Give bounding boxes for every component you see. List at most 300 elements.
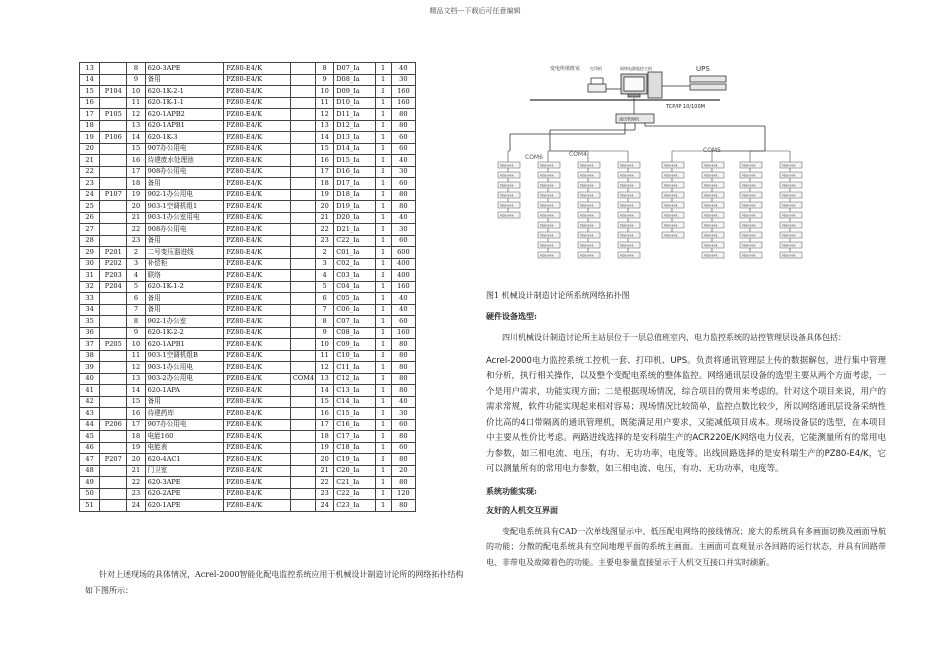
table-cell: 46 (80, 442, 100, 454)
meter-device-label: PZ80-E4/K (500, 174, 514, 178)
table-cell: 18 (80, 120, 100, 132)
table-cell: PZ80-E4/K (224, 166, 291, 178)
table-cell: 80 (391, 362, 415, 374)
table-cell: 10 (127, 339, 145, 351)
table-cell (290, 224, 315, 236)
table-row (80, 327, 416, 339)
table-cell: PZ80-E4/K (224, 385, 291, 397)
table-cell: 908办公用电 (145, 166, 224, 178)
table-cell: P206 (100, 419, 127, 431)
meter-device-label: PZ80-E4/K (540, 254, 554, 258)
table-cell: 60 (391, 316, 415, 328)
table-cell: 13 (127, 373, 145, 385)
table-row (80, 385, 416, 397)
table-cell (100, 373, 127, 385)
table-row (80, 500, 416, 512)
table-cell: C05_Ia (334, 293, 375, 305)
table-row (80, 189, 416, 201)
table-cell: 1 (375, 362, 391, 374)
table-cell: 9 (127, 74, 145, 86)
table-cell: C08_Ia (334, 327, 375, 339)
table-cell (290, 63, 315, 75)
table-cell: 8 (127, 63, 145, 75)
table-cell: PZ80-E4/K (224, 155, 291, 167)
meter-device-label: PZ80-E4/K (742, 224, 756, 228)
meter-device-label: PZ80-E4/K (540, 214, 554, 218)
table-cell: 1 (375, 442, 391, 454)
table-cell: 45 (80, 431, 100, 443)
table-cell (100, 178, 127, 190)
table-cell: 40 (391, 155, 415, 167)
table-cell: C07_Ia (334, 316, 375, 328)
table-cell (100, 385, 127, 397)
table-cell (290, 178, 315, 190)
table-cell: 21 (316, 212, 334, 224)
meter-device-label: PZ80-E4/K (540, 184, 554, 188)
table-cell: 电能表 (145, 442, 224, 454)
table-cell: 620-1K-1-2 (145, 281, 224, 293)
table-cell: PZ80-E4/K (224, 120, 291, 132)
table-cell: P207 (100, 454, 127, 466)
page-header: 精品文档---下载后可任意编辑 (429, 7, 521, 15)
table-cell: 1 (375, 488, 391, 500)
table-cell: 80 (391, 431, 415, 443)
table-row (80, 339, 416, 351)
table-cell: 二号变压器进线 (145, 247, 224, 259)
table-cell: 联络 (145, 270, 224, 282)
table-cell: 1 (375, 258, 391, 270)
table-cell: 1 (375, 178, 391, 190)
table-cell: 2 (127, 247, 145, 259)
meter-device-label: PZ80-E4/K (620, 194, 634, 198)
table-cell (290, 86, 315, 98)
table-cell: PZ80-E4/K (224, 362, 291, 374)
table-cell: 24 (316, 500, 334, 512)
table-cell: P107 (100, 189, 127, 201)
table-cell: 80 (391, 109, 415, 121)
table-cell (290, 477, 315, 489)
meter-device-label: PZ80-E4/K (580, 234, 594, 238)
table-cell: 1 (375, 431, 391, 443)
table-cell: D14_Ia (334, 143, 375, 155)
table-cell (100, 500, 127, 512)
meter-device-label: PZ80-E4/K (540, 224, 554, 228)
table-row (80, 201, 416, 213)
table-cell: PZ80-E4/K (224, 74, 291, 86)
table-cell (290, 143, 315, 155)
table-cell: 80 (391, 385, 415, 397)
table-cell: C10_Ia (334, 350, 375, 362)
table-cell: 1 (375, 454, 391, 466)
table-cell: P204 (100, 281, 127, 293)
table-cell: 1 (375, 109, 391, 121)
table-cell: 60 (391, 235, 415, 247)
meter-device-label: PZ80-E4/K (742, 254, 756, 258)
table-cell: 15 (127, 143, 145, 155)
table-cell: 80 (391, 500, 415, 512)
table-cell: 1 (375, 235, 391, 247)
figure-caption: 图1 机械设计制造讨论所系统网络拓扑图 (486, 291, 630, 300)
table-cell: 80 (391, 120, 415, 132)
paragraph-hmi: 变配电系统具有CAD一次单线图显示中、低压配电网络的接线情况；庞大的系统具有多画面切换及画面导航的功能；分散的配电系统具有空间地理平面的系统主画面。主画面可直观显示各回路的运行状态，并具有回路带电、非带电及故障着色的功能。主要电参量直接显示于人机交互接口并实时刷新。 (486, 526, 886, 567)
table-cell: 24 (127, 500, 145, 512)
meter-device-label: PZ80-E4/K (742, 234, 756, 238)
table-cell: 备用 (145, 235, 224, 247)
table-row (80, 293, 416, 305)
table-row (80, 247, 416, 259)
table-cell: 23 (316, 235, 334, 247)
table-cell (100, 362, 127, 374)
table-cell: 13 (316, 120, 334, 132)
table-cell: 21 (127, 465, 145, 477)
meter-device-label: PZ80-E4/K (782, 244, 796, 248)
table-cell (100, 488, 127, 500)
meter-device-label: PZ80-E4/K (664, 194, 678, 198)
table-cell: 备用 (145, 304, 224, 316)
meter-device-label: PZ80-E4/K (704, 234, 718, 238)
heading-function: 系统功能实现: (486, 485, 537, 496)
table-cell: 20 (127, 454, 145, 466)
table-cell: 400 (391, 258, 415, 270)
meter-device-label: PZ80-E4/K (580, 254, 594, 258)
table-cell: 1 (375, 293, 391, 305)
table-cell: 42 (80, 396, 100, 408)
table-cell (290, 235, 315, 247)
table-cell: 7 (316, 304, 334, 316)
table-cell: 17 (127, 166, 145, 178)
table-cell: 19 (127, 442, 145, 454)
table-cell: PZ80-E4/K (224, 408, 291, 420)
table-cell: 27 (80, 224, 100, 236)
table-cell: PZ80-E4/K (224, 258, 291, 270)
table-cell: PZ80-E4/K (224, 132, 291, 144)
table-cell: PZ80-E4/K (224, 500, 291, 512)
meter-device-label: PZ80-E4/K (500, 194, 514, 198)
table-cell: C15_Ia (334, 408, 375, 420)
table-cell: 1 (375, 500, 391, 512)
table-cell: D16_Ia (334, 166, 375, 178)
table-cell: 18 (316, 431, 334, 443)
table-cell: 160 (391, 97, 415, 109)
table-cell: 34 (80, 304, 100, 316)
meter-device-label: PZ80-E4/K (500, 184, 514, 188)
table-row (80, 258, 416, 270)
table-cell: C13_Ia (334, 385, 375, 397)
meter-device-label: PZ80-E4/K (742, 164, 756, 168)
meter-device-label: PZ80-E4/K (664, 184, 678, 188)
table-cell: 20 (316, 201, 334, 213)
table-cell (100, 212, 127, 224)
table-cell (100, 235, 127, 247)
meter-device-label: PZ80-E4/K (742, 244, 756, 248)
table-cell: 908办公用电 (145, 224, 224, 236)
table-cell: 60 (391, 419, 415, 431)
right-column (486, 290, 886, 578)
table-cell (290, 350, 315, 362)
table-cell: 17 (127, 419, 145, 431)
table-cell: 620-1K-2-1 (145, 86, 224, 98)
table-cell: 19 (316, 442, 334, 454)
meter-table-body (80, 63, 416, 512)
table-cell: 22 (316, 477, 334, 489)
computer-tower-icon (648, 72, 662, 98)
label-ups: UPS (696, 65, 710, 73)
meter-device-label: PZ80-E4/K (664, 204, 678, 208)
table-cell: 1 (375, 270, 391, 282)
table-cell: 620-2APE (145, 488, 224, 500)
table-cell: 3 (316, 258, 334, 270)
table-cell: 电能160 (145, 431, 224, 443)
table-row (80, 120, 416, 132)
table-cell: 11 (127, 97, 145, 109)
table-cell: 14 (316, 132, 334, 144)
table-cell: 22 (316, 224, 334, 236)
table-cell: 16 (127, 155, 145, 167)
table-cell: 620-3APE (145, 63, 224, 75)
table-cell: C04_Ia (334, 281, 375, 293)
table-cell: 160 (391, 327, 415, 339)
meter-device-label: PZ80-E4/K (782, 234, 796, 238)
table-cell: 903-1空调机组B (145, 350, 224, 362)
table-cell (100, 74, 127, 86)
table-cell: 13 (80, 63, 100, 75)
table-cell (290, 488, 315, 500)
table-cell: 47 (80, 454, 100, 466)
table-cell: 4 (316, 270, 334, 282)
table-cell: C22_Ia (334, 235, 375, 247)
heading-hmi: 友好的人机交互界面 (486, 504, 558, 515)
table-cell: 备用 (145, 74, 224, 86)
table-cell: 19 (127, 189, 145, 201)
meter-device-label: PZ80-E4/K (620, 164, 634, 168)
table-cell (100, 120, 127, 132)
table-cell: 1 (375, 224, 391, 236)
table-cell (100, 166, 127, 178)
table-cell (290, 281, 315, 293)
table-cell: PZ80-E4/K (224, 86, 291, 98)
meter-device-label: PZ80-E4/K (500, 204, 514, 208)
meter-device-label: PZ80-E4/K (500, 164, 514, 168)
table-cell: PZ80-E4/K (224, 293, 291, 305)
table-cell: 20 (80, 143, 100, 155)
table-row (80, 281, 416, 293)
table-row (80, 477, 416, 489)
table-cell (290, 339, 315, 351)
table-cell: C22_Ia (334, 488, 375, 500)
label-com6: COM6 (525, 154, 543, 161)
table-cell: PZ80-E4/K (224, 327, 291, 339)
table-cell: P205 (100, 339, 127, 351)
table-cell (100, 327, 127, 339)
left-caption-text: 针对上述现场的具体情况，Acrel-2000智能化配电监控系统应用于机械设计制造讨论所的网络拓扑结构如下图所示： (85, 570, 464, 595)
table-cell: COM4 (290, 373, 315, 385)
table-cell: C16_Ia (334, 419, 375, 431)
table-cell (290, 419, 315, 431)
table-cell: 13 (127, 120, 145, 132)
table-cell: 903-1办公用电 (145, 362, 224, 374)
table-cell: 15 (316, 396, 334, 408)
table-cell: 3 (127, 258, 145, 270)
table-cell: 20 (127, 201, 145, 213)
table-cell: 907办公用电 (145, 419, 224, 431)
table-cell: 902-1办公室 (145, 316, 224, 328)
table-cell (290, 109, 315, 121)
table-cell: 17 (316, 419, 334, 431)
table-cell: 14 (127, 385, 145, 397)
table-cell (290, 166, 315, 178)
table-cell: C02_Ia (334, 258, 375, 270)
meter-device-label: PZ80-E4/K (704, 194, 718, 198)
table-cell (290, 293, 315, 305)
network-topology-diagram (490, 56, 820, 278)
table-cell: PZ80-E4/K (224, 281, 291, 293)
table-cell: 903-1空调机组1 (145, 201, 224, 213)
table-row (80, 408, 416, 420)
table-cell: PZ80-E4/K (224, 350, 291, 362)
table-cell (290, 155, 315, 167)
table-cell: 620-1APB1 (145, 120, 224, 132)
table-cell (100, 316, 127, 328)
meter-device-label: PZ80-E4/K (782, 204, 796, 208)
table-cell: 待建废水处理池 (145, 155, 224, 167)
table-cell (290, 304, 315, 316)
table-cell: 26 (80, 212, 100, 224)
table-cell (100, 304, 127, 316)
table-cell: 28 (80, 235, 100, 247)
table-cell: 38 (80, 350, 100, 362)
table-cell: 620-1K-3 (145, 132, 224, 144)
table-cell: C20_Ia (334, 465, 375, 477)
heading-hardware: 硬件设备选型: (486, 311, 537, 321)
table-cell: 18 (316, 178, 334, 190)
table-cell: PZ80-E4/K (224, 247, 291, 259)
table-cell: C01_Ia (334, 247, 375, 259)
table-cell: D10_Ia (334, 97, 375, 109)
table-cell: D08_Ia (334, 74, 375, 86)
table-cell: 17 (80, 109, 100, 121)
table-cell: C11_Ia (334, 362, 375, 374)
table-cell (100, 465, 127, 477)
table-cell: 1 (375, 201, 391, 213)
table-row (80, 166, 416, 178)
paragraph-hardware-detail: Acrel-2000电力监控系统工控机一套、打印机、UPS。负责将通讯管理层上传的数据解包，进行集中管理和分析，执行相关操作，以及整个变配电系统的整体监控。网络通讯层设备的选型主要从两个方面考虑，一个是用户需求，功能实现方面；二是根据现场情况，综合项目的费用来考虑的。针对这个项目来说，用户的需求常规，软件功能实现起来相对容易；现场情况比较简单，监控点数比较少，所以网络通讯层设备采纳性价比高的4口带隔离的通讯管理机，既能满足用户要求，又能减低项目成本。现场设备层的选型，在本项目中主要从性价比考虑。两路进线选择的是安科瑞生产的ACR220E/K网络电力仪表，它能测量所有的常用电力参数，如三相电流、电压，有功、无功功率，电度等。出线回路选择的是安科瑞生产的PZ80-E4/K，它可以测量所有的常用电力参数，如三相电流、电压，有功、无功功率，电度等。 (486, 355, 886, 474)
table-cell: 1 (375, 396, 391, 408)
table-cell (100, 97, 127, 109)
meter-device-label: PZ80-E4/K (540, 194, 554, 198)
table-cell: 22 (80, 166, 100, 178)
table-cell (100, 63, 127, 75)
table-cell: D20_Ia (334, 212, 375, 224)
label-com4: COM4 (569, 151, 587, 158)
table-cell: 备用 (145, 396, 224, 408)
table-cell (290, 74, 315, 86)
table-cell: D18_Ia (334, 189, 375, 201)
table-row (80, 224, 416, 236)
meter-device-label: PZ80-E4/K (664, 234, 678, 238)
table-cell: PZ80-E4/K (224, 304, 291, 316)
table-cell (290, 120, 315, 132)
table-cell: 80 (391, 339, 415, 351)
table-cell: 25 (80, 201, 100, 213)
table-cell: 1 (375, 97, 391, 109)
table-cell: 120 (391, 488, 415, 500)
table-cell: 12 (127, 109, 145, 121)
table-cell: 23 (127, 488, 145, 500)
meter-device-label: PZ80-E4/K (620, 244, 634, 248)
table-cell: PZ80-E4/K (224, 442, 291, 454)
table-cell: PZ80-E4/K (224, 224, 291, 236)
table-cell: C21_Ia (334, 477, 375, 489)
left-caption (85, 567, 470, 599)
table-row (80, 362, 416, 374)
table-cell: 6 (316, 293, 334, 305)
table-cell: 1 (375, 465, 391, 477)
table-cell: 60 (391, 442, 415, 454)
table-cell: 80 (391, 373, 415, 385)
meter-device-label: PZ80-E4/K (664, 214, 678, 218)
meter-device-label: PZ80-E4/K (580, 224, 594, 228)
table-cell (100, 155, 127, 167)
meter-device-label: PZ80-E4/K (540, 164, 554, 168)
table-cell: 补偿柜 (145, 258, 224, 270)
table-cell: C18_Ia (334, 442, 375, 454)
table-cell: 18 (127, 431, 145, 443)
table-cell: 5 (127, 281, 145, 293)
table-row (80, 63, 416, 75)
table-cell: 1 (375, 74, 391, 86)
table-cell: PZ80-E4/K (224, 63, 291, 75)
table-cell: 21 (316, 465, 334, 477)
meter-device-label: PZ80-E4/K (782, 184, 796, 188)
meter-device-label: PZ80-E4/K (742, 174, 756, 178)
table-cell: 1 (375, 419, 391, 431)
table-cell: PZ80-E4/K (224, 339, 291, 351)
table-cell: 1 (375, 350, 391, 362)
label-comm-manager: 通讯管理机 (619, 116, 639, 122)
meter-device-label: PZ80-E4/K (742, 214, 756, 218)
table-row (80, 454, 416, 466)
table-cell: 15 (127, 396, 145, 408)
table-row (80, 488, 416, 500)
table-cell (290, 270, 315, 282)
table-cell: 22 (127, 477, 145, 489)
table-cell: PZ80-E4/K (224, 477, 291, 489)
table-cell (290, 258, 315, 270)
meter-device-label: PZ80-E4/K (540, 234, 554, 238)
table-cell: 903-2办公用电 (145, 373, 224, 385)
table-cell: 35 (80, 316, 100, 328)
table-row (80, 74, 416, 86)
table-cell: 门卫室 (145, 465, 224, 477)
table-cell: C09_Ia (334, 339, 375, 351)
table-cell: PZ80-E4/K (224, 97, 291, 109)
table-cell: 10 (316, 86, 334, 98)
table-cell: PZ80-E4/K (224, 373, 291, 385)
table-cell (290, 247, 315, 259)
table-cell: 8 (316, 316, 334, 328)
table-cell: 30 (80, 258, 100, 270)
table-cell (290, 385, 315, 397)
table-cell: 1 (375, 189, 391, 201)
table-cell: 1 (375, 143, 391, 155)
table-cell (290, 442, 315, 454)
table-cell: 1 (375, 385, 391, 397)
table-cell: 41 (80, 385, 100, 397)
table-cell: 23 (80, 178, 100, 190)
meter-device-label: PZ80-E4/K (664, 224, 678, 228)
table-cell: PZ80-E4/K (224, 270, 291, 282)
table-cell: 17 (316, 166, 334, 178)
